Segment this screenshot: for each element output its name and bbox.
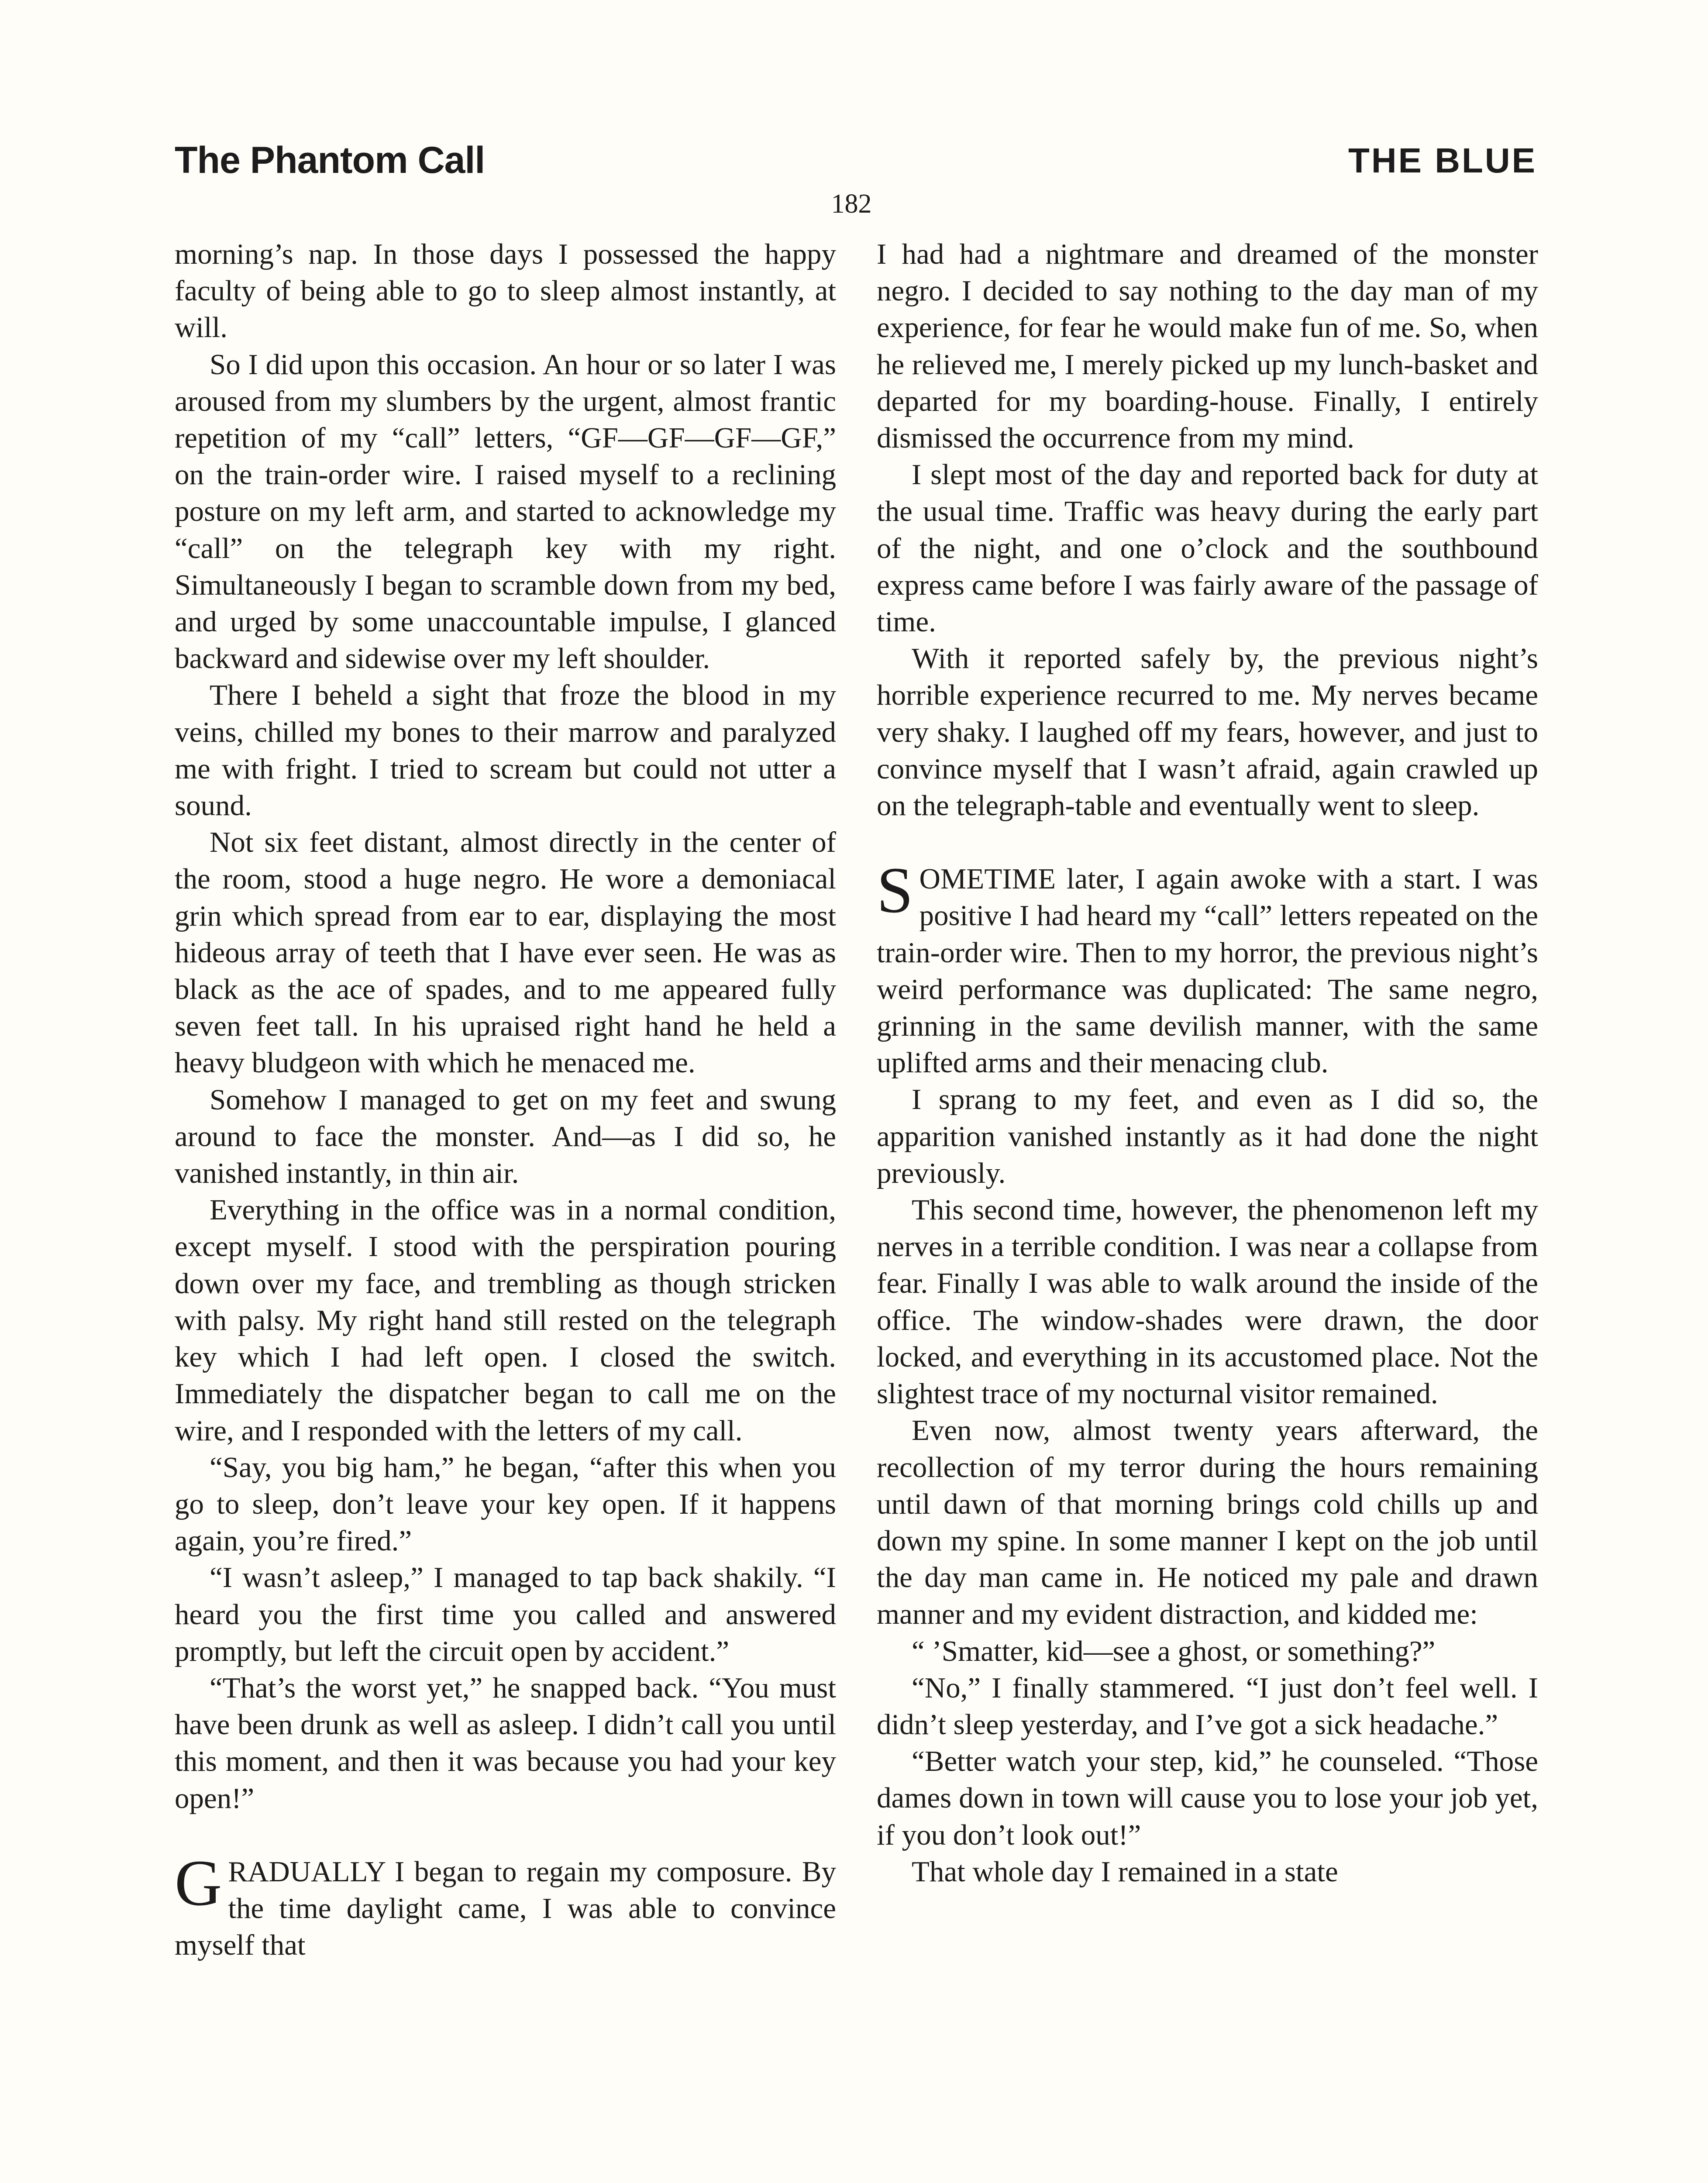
paragraph: Not six feet distant, almost directly in the center of the room, stood a huge negro. He wore a demoniacal grin which spread from ear to ear, displaying the most hideous array of teeth that I have ever seen. He was as black as the ace of spades, and to me appeared fully seven feet tall. In his upraised right hand he held a heavy bludgeon with which he menaced me.: [175, 826, 836, 1079]
paragraph-text: OMETIME later, I again awoke with a start. I was positive I had heard my “call” letters repeated on the train-order wire. Then to my horror, the previous night’s weird performance was duplicated: The same negro, grinning in the same devilish manner, with the same uplifted arms and their menacing club.: [877, 863, 1538, 1079]
paragraph: “Say, you big ham,” he began, “after this when you go to sleep, don’t leave your key open. If it happens again, you’re fired.”: [175, 1451, 836, 1557]
right-text-column: [877, 236, 1538, 1890]
paragraph: “ ’Smatter, kid—see a ghost, or something?”: [912, 1635, 1436, 1667]
paragraph: There I beheld a sight that froze the blood in my veins, chilled my bones to their marrow and paralyzed me with fright. I tried to scream but could not utter a sound.: [175, 679, 836, 822]
paragraph-text: RADUALLY I began to regain my composure. By the time daylight came, I was able to convince myself that: [175, 1855, 836, 1962]
paragraph: This second time, however, the phenomenon left my nerves in a terrible condition. I was near a collapse from fear. Finally I was able to walk around the inside of the office. The window-shades were drawn, the door locked, and everything in its accustomed place. Not the slightest trace of my nocturnal visitor remained.: [877, 1194, 1538, 1410]
section-paragraph: [175, 1846, 836, 1964]
paragraph: So I did upon this occasion. An hour or so later I was aroused from my slumbers by the urgent, almost frantic repetition of my “call” letters, “GF—GF—GF—GF,” on the train-order wire. I raised myself to a reclining posture on my left arm, and started to acknowledge my “call” on the telegraph key with my right. Simultaneously I began to scramble down from my bed, and urged by some unaccountable impulse, I glanced backward and sidewise over my left shoulder.: [175, 348, 836, 675]
page-number: 182: [831, 189, 872, 219]
paragraph: I had had a nightmare and dreamed of the monster negro. I decided to say nothing to the day man of my experience, for fear he would make fun of me. So, when he relieved me, I merely picked up my lunch-basket and departed for my boarding-house. Finally, I entirely dismissed the occurrence from my mind.: [877, 238, 1538, 455]
paragraph: morning’s nap. In those days I possessed the happy faculty of being able to go to sleep almost instantly, at will.: [175, 238, 836, 344]
paragraph: That whole day I remained in a state: [912, 1855, 1338, 1888]
story-title: The Phantom Call: [175, 139, 485, 181]
paragraph: Everything in the office was in a normal condition, except myself. I stood with the perspiration pouring down over my face, and trembling as though stricken with palsy. My right hand still rested on the telegraph key which I had left open. I closed the switch. Immediately the dispatcher began to call me on the wire, and I responded with the letters of my call.: [175, 1194, 836, 1447]
paragraph: I slept most of the day and reported back for duty at the usual time. Traffic was heavy during the early part of the night, and one o’clock and the southbound express came before I was fairly aware of the passage of time.: [877, 458, 1538, 638]
drop-cap: S: [877, 854, 913, 927]
paragraph: “That’s the worst yet,” he snapped back. “You must have been drunk as well as asleep. I didn’t call you until this moment, and then it was because you had your key open!”: [175, 1671, 836, 1815]
left-text-column: [175, 236, 836, 1963]
paragraph: “Better watch your step, kid,” he counseled. “Those dames down in town will cause you to lose your job yet, if you don’t look out!”: [877, 1745, 1538, 1851]
paragraph: “No,” I finally stammered. “I just don’t feel well. I didn’t sleep yesterday, and I’ve got a sick headache.”: [877, 1671, 1538, 1741]
drop-cap: G: [175, 1846, 222, 1919]
paragraph: With it reported safely by, the previous night’s horrible experience recurred to me. My nerves became very shaky. I laughed off my fears, however, and just to convince myself that I wasn’t afraid, again crawled up on the telegraph-table and eventually went to sleep.: [877, 642, 1538, 822]
page-header: [175, 139, 1537, 196]
paragraph: “I wasn’t asleep,” I managed to tap back shakily. “I heard you the first time you called and answered promptly, but left the circuit open by accident.”: [175, 1561, 836, 1667]
paragraph: Even now, almost twenty years afterward, the recollection of my terror during the hours remaining until dawn of that morning brings cold chills up and down my spine. In some manner I kept on the job until the day man came in. He noticed my pale and drawn manner and my evident distraction, and kidded me:: [877, 1414, 1538, 1631]
paragraph: Somehow I managed to get on my feet and swung around to face the monster. And—as I did so, he vanished instantly, in thin air.: [175, 1083, 836, 1190]
magazine-title: THE BLUE: [1348, 141, 1537, 180]
paragraph: I sprang to my feet, and even as I did so, the apparition vanished instantly as it had done the night previously.: [877, 1083, 1538, 1189]
section-paragraph: [877, 854, 1538, 1081]
